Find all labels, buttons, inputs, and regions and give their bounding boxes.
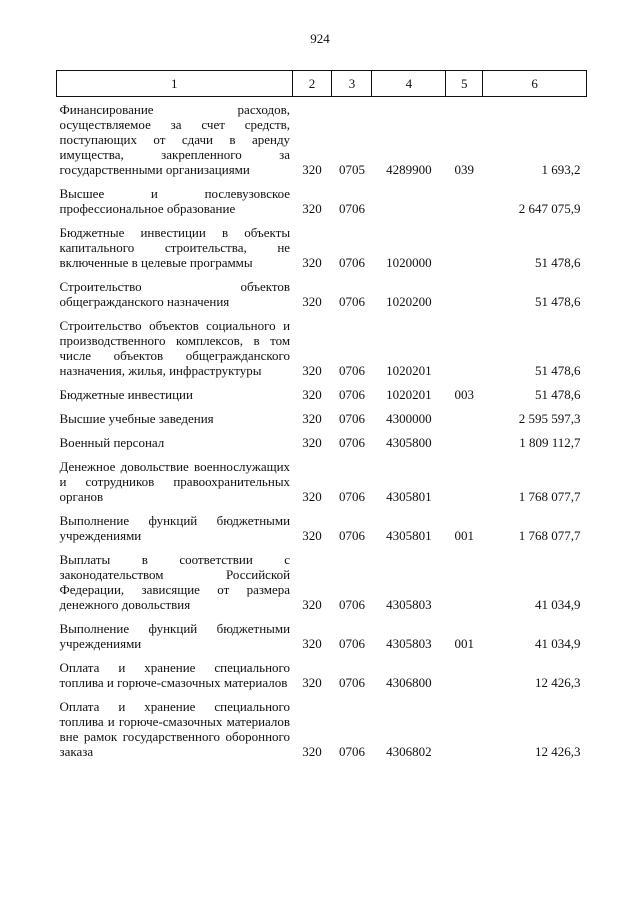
ministry-code-cell: 320: [302, 489, 322, 504]
expense-type-cell: 003: [454, 387, 475, 402]
table-row: [57, 690, 587, 759]
target-article-cell: 4289900: [386, 162, 432, 177]
table-row: [57, 177, 587, 216]
column-header-3: 3: [332, 71, 372, 97]
table-row: [57, 450, 587, 504]
ministry-code-cell: 320: [302, 435, 322, 450]
target-article-cell: 4305803: [386, 636, 432, 651]
section-code-cell: 0706: [338, 363, 365, 378]
ministry-code-cell: 320: [302, 636, 322, 651]
target-article-cell: 4306800: [386, 675, 432, 690]
item-name-cell: Высшее и послевузовское профессиональное образование: [59, 186, 291, 216]
table-body: [57, 97, 587, 760]
item-name-cell: Бюджетные инвестиции в объекты капитального строительства, не включенные в целевые программы: [59, 225, 291, 270]
expense-type-cell: [446, 216, 483, 270]
amount-cell: 41 034,9: [535, 597, 581, 612]
table-row: [57, 543, 587, 612]
table-row: [57, 651, 587, 690]
amount-cell: 51 478,6: [535, 363, 581, 378]
amount-cell: 2 595 597,3: [518, 411, 581, 426]
ministry-code-cell: 320: [302, 528, 322, 543]
item-name-cell: Выполнение функций бюджетными учреждениями: [59, 621, 291, 651]
target-article-cell: 1020201: [386, 363, 432, 378]
table-row: [57, 97, 587, 178]
table-row: [57, 309, 587, 378]
item-name-cell: Финансирование расходов, осуществляемое за счет средств, поступающих от сдачи в аренду имущества, закрепленного за государственными организациями: [59, 102, 291, 177]
table-row: [57, 612, 587, 651]
amount-cell: 1 693,2: [541, 162, 581, 177]
amount-cell: 2 647 075,9: [518, 201, 581, 216]
table-row: [57, 426, 587, 450]
expense-type-cell: [446, 270, 483, 309]
target-article-cell: 1020000: [386, 255, 432, 270]
section-code-cell: 0706: [338, 201, 365, 216]
expense-type-cell: [446, 543, 483, 612]
ministry-code-cell: 320: [302, 744, 322, 759]
table-row: [57, 402, 587, 426]
item-name-cell: Выплаты в соответствии с законодательством Российской Федерации, зависящие от размера денежного довольствия: [59, 552, 291, 612]
item-name-cell: Оплата и хранение специального топлива и горюче-смазочных материалов вне рамок государственного оборонного заказа: [59, 699, 291, 759]
table-header: [57, 71, 587, 97]
ministry-code-cell: 320: [302, 201, 322, 216]
section-code-cell: 0706: [338, 528, 365, 543]
amount-cell: 51 478,6: [535, 387, 581, 402]
item-name-cell: Денежное довольствие военнослужащих и сотрудников правоохранительных органов: [59, 459, 291, 504]
section-code-cell: 0705: [338, 162, 365, 177]
section-code-cell: 0706: [338, 435, 365, 450]
section-code-cell: 0706: [338, 636, 365, 651]
column-header-6: 6: [483, 71, 587, 97]
item-name-cell: Высшие учебные заведения: [59, 411, 214, 426]
ministry-code-cell: 320: [302, 387, 322, 402]
ministry-code-cell: 320: [302, 294, 322, 309]
ministry-code-cell: 320: [302, 411, 322, 426]
expense-type-cell: [446, 450, 483, 504]
target-article-cell: 4306802: [386, 744, 432, 759]
item-name-cell: Строительство объектов социального и производственного комплексов, в том числе объектов общегражданского назначения, жилья, инфраструктуры: [59, 318, 291, 378]
item-name-cell: Бюджетные инвестиции: [59, 387, 193, 402]
target-article-cell: 4305800: [386, 435, 432, 450]
amount-cell: 1 768 077,7: [518, 489, 581, 504]
section-code-cell: 0706: [338, 597, 365, 612]
amount-cell: 51 478,6: [535, 294, 581, 309]
target-article-cell: 4305801: [386, 489, 432, 504]
expense-type-cell: [446, 690, 483, 759]
ministry-code-cell: 320: [302, 255, 322, 270]
target-article-cell: 4305803: [386, 597, 432, 612]
column-header-2: 2: [292, 71, 332, 97]
section-code-cell: 0706: [338, 255, 365, 270]
item-name-cell: Оплата и хранение специального топлива и горюче-смазочных материалов: [59, 660, 291, 690]
expense-type-cell: 001: [454, 636, 475, 651]
section-code-cell: 0706: [338, 387, 365, 402]
ministry-code-cell: 320: [302, 675, 322, 690]
amount-cell: 12 426,3: [535, 675, 581, 690]
item-name-cell: Выполнение функций бюджетными учреждениями: [59, 513, 291, 543]
expense-type-cell: [446, 426, 483, 450]
amount-cell: 1 768 077,7: [518, 528, 581, 543]
header-row: [57, 71, 587, 97]
target-article-cell: 4305801: [386, 528, 432, 543]
target-article-cell: 4300000: [386, 411, 432, 426]
section-code-cell: 0706: [338, 411, 365, 426]
section-code-cell: 0706: [338, 489, 365, 504]
expense-type-cell: [446, 651, 483, 690]
amount-cell: 12 426,3: [535, 744, 581, 759]
expense-type-cell: [446, 177, 483, 216]
target-article-cell: [372, 177, 446, 216]
item-name-cell: Военный персонал: [59, 435, 165, 450]
expense-type-cell: [446, 309, 483, 378]
table-row: [57, 270, 587, 309]
table-row: [57, 216, 587, 270]
amount-cell: 1 809 112,7: [519, 435, 581, 450]
ministry-code-cell: 320: [302, 597, 322, 612]
expense-type-cell: 001: [454, 528, 475, 543]
expense-type-cell: [446, 402, 483, 426]
section-code-cell: 0706: [338, 294, 365, 309]
page-number: 924: [310, 31, 330, 46]
section-code-cell: 0706: [338, 675, 365, 690]
target-article-cell: 1020201: [386, 387, 432, 402]
amount-cell: 51 478,6: [535, 255, 581, 270]
column-header-4: 4: [372, 71, 446, 97]
section-code-cell: 0706: [338, 744, 365, 759]
amount-cell: 41 034,9: [535, 636, 581, 651]
table-row: [57, 504, 587, 543]
budget-table: [56, 70, 587, 759]
target-article-cell: 1020200: [386, 294, 432, 309]
ministry-code-cell: 320: [302, 363, 322, 378]
ministry-code-cell: 320: [302, 162, 322, 177]
expense-type-cell: 039: [454, 162, 475, 177]
table-row: [57, 378, 587, 402]
column-header-5: 5: [446, 71, 483, 97]
item-name-cell: Строительство объектов общегражданского назначения: [59, 279, 291, 309]
column-header-1: 1: [57, 71, 293, 97]
